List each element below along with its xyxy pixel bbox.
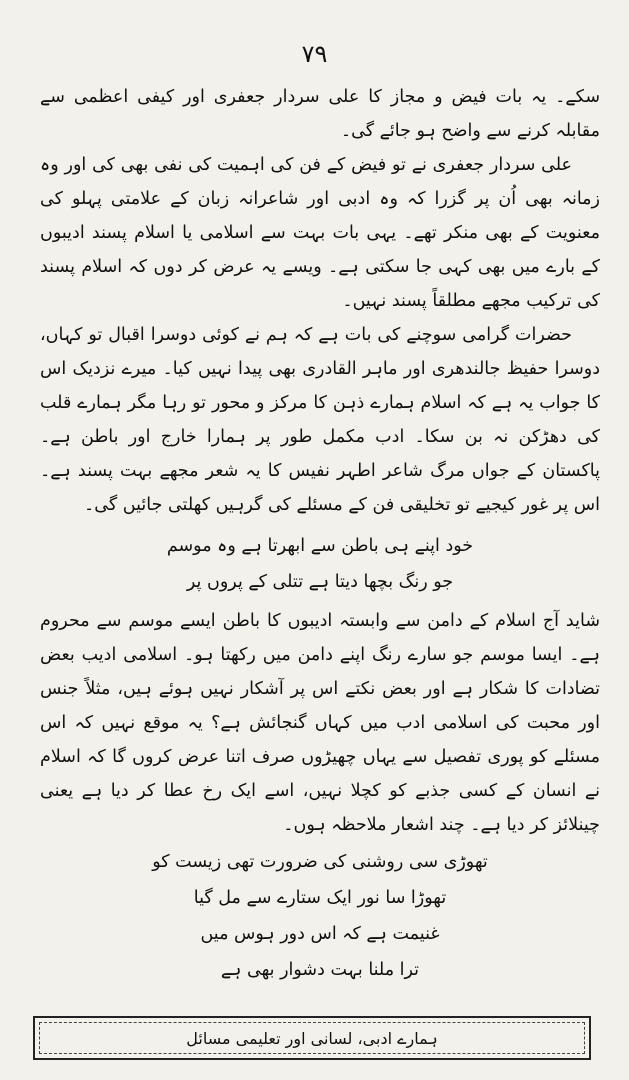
paragraph-4: شاید آج اسلام کے دامن سے وابستہ ادیبوں کا باطن ایسے موسم سے محروم ہے۔ ایسا موسم جو سارے رنگ اپنے دامن میں رکھتا ہو۔ اسلامی ادیب بعض تضادات کا شکار ہے اور بعض نکتے اس پر آشکار نہیں ہوئے ہیں، مثلاً جنس اور محبت کی اسلامی ادب میں کہاں گنجائش ہے؟ یہ موقع نہیں کہ اس مسئلے کو پوری تفصیل سے یہاں چھیڑوں صرف اتنا عرض کروں گا کہ اسلام نے انسان کے کسی جذبے کو کچلا نہیں، اسے ایک رخ عطا کر دیا ہے یعنی چینلائز کر دیا ہے۔ چند اشعار ملاحظہ ہوں۔ xyxy=(40,611,600,835)
footer-title: ہمارے ادبی، لسانی اور تعلیمی مسائل xyxy=(186,1028,438,1048)
verse-block-2 xyxy=(40,844,600,988)
body-text xyxy=(40,80,600,988)
verse-line: تھوڑی سی روشنی کی ضرورت تھی زیست کو xyxy=(152,852,488,872)
verse-line: خود اپنے ہی باطن سے ابھرتا ہے وہ موسم xyxy=(166,536,474,556)
verse-line: غنیمت ہے کہ اس دور ہوس میں xyxy=(200,924,440,944)
paragraph-2: علی سردار جعفری نے تو فیض کے فن کی اہمیت کی نفی بھی کی اور وہ زمانہ بھی اُن پر گزرا کہ وہ ادبی اور شاعرانہ زبان کے علامتی پہلو کی معنویت کے بھی منکر تھے۔ یہی بات بہت سے اسلامی یا اسلام پسند ادیبوں کے بارے میں بھی کہی جا سکتی ہے۔ ویسے یہ عرض کر دوں کہ اسلام پسند کی ترکیب مجھے مطلقاً پسند نہیں۔ xyxy=(40,155,600,311)
paragraph-1: سکے۔ یہ بات فیض و مجاز کا علی سردار جعفری اور کیفی اعظمی سے مقابلہ کرنے سے واضح ہو جائے گی۔ xyxy=(40,87,600,141)
verse-line: جو رنگ بچھا دیتا ہے تتلی کے پروں پر xyxy=(186,572,454,592)
paragraph-3: حضرات گرامی سوچنے کی بات ہے کہ ہم نے کوئی دوسرا اقبال تو کہاں، دوسرا حفیظ جالندھری اور ماہر القادری بھی پیدا نہیں کیا۔ میرے نزدیک اس کا جواب یہ ہے کہ اسلام ہمارے ذہن کا مرکز و محور تو رہا مگر ہمارے قلب کی دھڑکن نہ بن سکا۔ ادب مکمل طور پر ہمارا خارج اور باطن ہے۔ پاکستان کے جواں مرگ شاعر اطہر نفیس کا یہ شعر مجھے بہت پسند ہے۔ اس پر غور کیجیے تو تخلیقی فن کے مسئلے کی گرہیں کھلتی جائیں گی۔ xyxy=(40,325,600,515)
verse-line: ترا ملنا بہت دشوار بھی ہے xyxy=(220,960,420,980)
verse-line: تھوڑا سا نور ایک ستارے سے مل گیا xyxy=(193,888,447,908)
running-footer xyxy=(33,1016,591,1060)
page-number: ۷۹ xyxy=(301,40,328,68)
verse-block-1 xyxy=(40,528,600,600)
